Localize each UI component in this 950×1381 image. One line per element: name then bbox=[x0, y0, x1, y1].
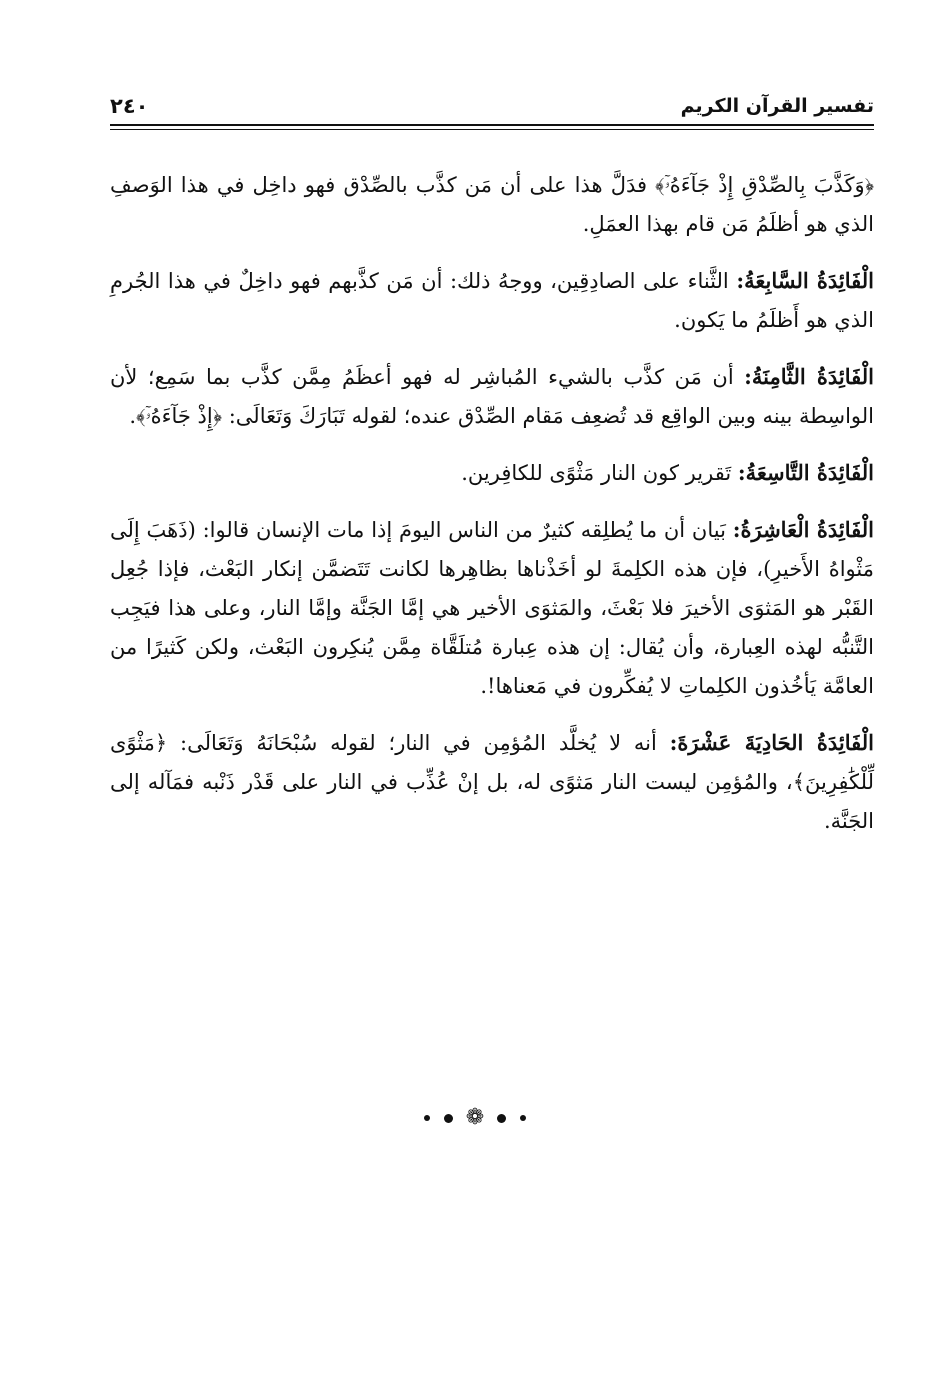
benefit-label: الْفَائِدَةُ التَّاسِعَةُ: bbox=[737, 460, 874, 485]
section-end-ornament bbox=[0, 1106, 950, 1130]
benefit-label: الْفَائِدَةُ الْعَاشِرَةُ: bbox=[732, 517, 874, 542]
ornament-dot-icon bbox=[424, 1115, 430, 1121]
running-title: تفسير القرآن الكريم bbox=[680, 95, 874, 117]
benefit-label: الْفَائِدَةُ الحَادِيَةَ عَشْرَةَ: bbox=[669, 730, 874, 755]
page-header bbox=[110, 92, 874, 122]
header-rule-thin bbox=[110, 129, 874, 130]
paragraph-benefit-9 bbox=[110, 453, 874, 493]
ornament-dot-icon bbox=[444, 1114, 453, 1123]
page-number: ٢٤٠ bbox=[110, 94, 149, 118]
header-rule-thick bbox=[110, 124, 874, 126]
paragraph-text: بَيان أن ما يُطلِقه كثيرٌ من الناس اليومَ إذا مات الإنسان قالوا: (ذَهَبَ إِلَى مَثْواهُ الأَخيرِ)، فإن هذه الكلِمةَ لو أخَذْناها بظاهِرها لكانت تَتَضمَّن إنكار البَعْث، فإذا جُعِل القَبْر هو المَثوَى الأخيرَ فلا بَعْثَ، والمَثوَى الأخير هي إمَّا الجَنَّة وإمَّا النار، وعلى هذا فيَجِب التَّنبُّه لهذه العِبارة، وأن يُقال: إن هذه عِبارة مُتلَقَّاة مِمَّن يُنكِرون البَعْث، ولكن كَثيرًا من العامَّة يَأخُذون الكلِماتِ لا يُفكِّرون في مَعناها!. bbox=[110, 518, 874, 698]
benefit-label: الْفَائِدَةُ الثَّامِنَةُ: bbox=[744, 364, 874, 389]
benefit-label: الْفَائِدَةُ السَّابِعَةُ: bbox=[736, 268, 874, 293]
page-body bbox=[110, 166, 874, 858]
ornament-dot-icon bbox=[497, 1114, 506, 1123]
ornament-dot-icon bbox=[520, 1115, 526, 1121]
ornament-flower-icon: ❁ bbox=[465, 1105, 485, 1130]
paragraph-text: الثَّناء على الصادِقِين، ووجهُ ذلك: أن مَن كذَّبهم فهو داخِلٌ في هذا الجُرمِ الذي هو أَظلَمُ ما يَكون. bbox=[110, 269, 874, 332]
paragraph-text: ﴿وَكَذَّبَ بِالصِّدْقِ إِذْ جَآءَهُۥٓ﴾ فدَلَّ هذا على أن مَن كذَّب بالصِّدْق فهو داخِل في هذا الوَصفِ الذي هو أظلَمُ مَن قام بهذا العمَلِ. bbox=[110, 173, 874, 236]
paragraph-benefit-7 bbox=[110, 261, 874, 340]
paragraph-text: أنه لا يُخلَّد المُؤمِن في النار؛ لقوله سُبْحَانَهُ وَتَعَالَى: ﴿مَثْوًى لِّلْكَٰفِرِينَ﴾، والمُؤمِن ليست النار مَثوًى له، بل إنْ عُذِّب في النار على قَدْر ذَنْبه فمَآله إلى الجَنَّة. bbox=[110, 731, 874, 833]
paragraph-benefit-11 bbox=[110, 723, 874, 841]
paragraph-text: تَقرير كون النار مَثْوًى للكافِرين. bbox=[461, 461, 738, 485]
paragraph-text: أن مَن كذَّب بالشيء المُباشِر له فهو أعظَمُ مِمَّن كذَّب بما سَمِع؛ لأن الواسِطة بينه وبين الواقِع قد تُضعِف مَقام الصِّدْق عنده؛ لقوله تَبَارَكَ وَتَعَالَى: ﴿إِذْ جَآءَهُۥٓ﴾. bbox=[110, 365, 874, 428]
paragraph-benefit-8 bbox=[110, 357, 874, 436]
paragraph-continuation bbox=[110, 166, 874, 244]
paragraph-benefit-10 bbox=[110, 510, 874, 706]
